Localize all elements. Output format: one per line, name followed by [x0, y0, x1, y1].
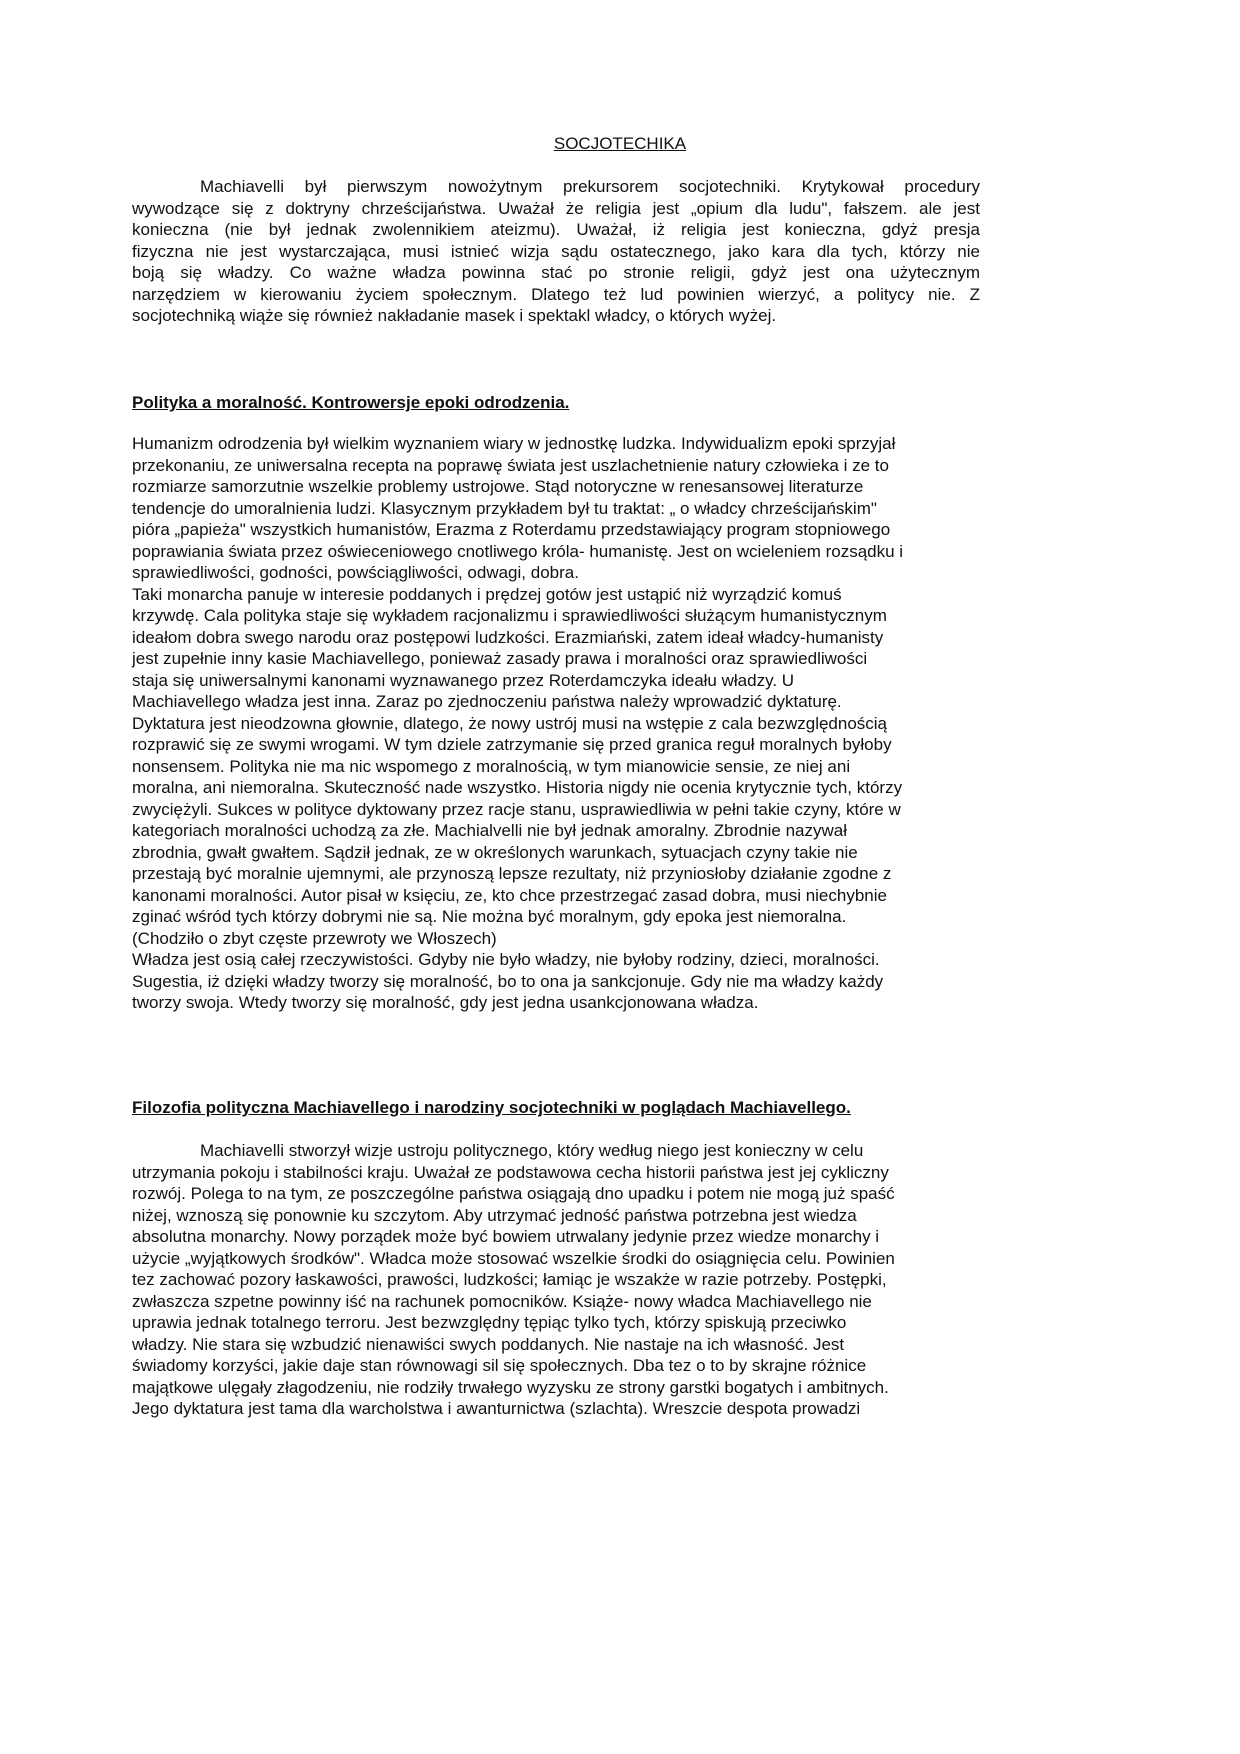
text-line: kanonami moralności. Autor pisał w księciu, ze, kto chce przestrzegać zasad dobra, musi niechybnie — [132, 885, 887, 905]
text-line: konieczna (nie był jednak zwolennikiem ateizmu). Uważał, iż religia jest konieczna, gdyż presja — [132, 220, 980, 239]
text-line: jest zupełnie inny kasie Machiavellego, ponieważ zasady prawa i moralności oraz sprawiedliwości — [132, 649, 868, 668]
text-line: majątkowe ulęgały złagodzeniu, nie rodziły trwałego wyzysku ze strony garstki bogatych i ambitnych. — [132, 1377, 889, 1397]
text-line: narzędziem w kierowaniu życiem społecznym. Dlatego też lud powinien wierzyć, a politycy nie. Z — [132, 284, 980, 304]
text-line: przekonaniu, ze uniwersalna recepta na poprawę świata jest uszlachetnienie natury człowieka i ze to — [132, 455, 889, 475]
text-line: świadomy korzyści, jakie daje stan równowagi sil się społecznych. Dba tez o to by skrajne różnice — [132, 1356, 867, 1375]
text-line: użycie „wyjątkowych środków". Władca może stosować wszelkie środki do osiągnięcia celu. Powinien — [132, 1248, 895, 1268]
text-line: zwłaszcza szpetne powinny iść na rachunek pomocników. Książe- nowy władca Machiavellego nie — [132, 1291, 872, 1311]
text-line: Machiavelli był pierwszym nowożytnym prekursorem socjotechniki. Krytykował procedury — [200, 177, 980, 196]
section-heading-polityka-a-moralnosc: Polityka a moralność. Kontrowersje epoki odrodzenia. — [132, 393, 570, 412]
text-line: Dyktatura jest nieodzowna głownie, dlatego, że nowy ustrój musi na wstępie z cala bezwzględnością — [132, 713, 888, 733]
text-line: ideałom dobra swego narodu oraz postępowi ludzkości. Erazmiański, zatem ideał władcy-humanisty — [132, 627, 884, 647]
text-line: wywodzące się z doktryny chrześcijaństwa. Uważał że religia jest „opium dla ludu", fałszem. ale jest — [132, 198, 980, 218]
paragraph-socjotechnika — [132, 176, 980, 327]
paragraph-filozofia-polityczna — [132, 1140, 980, 1420]
text-line: Machiavellego władza jest inna. Zaraz po zjednoczeniu państwa należy wprowadzić dyktaturę. — [132, 692, 842, 711]
text-line: Władza jest osią całej rzeczywistości. Gdyby nie było władzy, nie byłoby rodziny, dzieci, moralności. — [132, 950, 880, 969]
text-line: utrzymania pokoju i stabilności kraju. Uważał ze podstawowa cecha historii państwa jest jej cykliczny — [132, 1162, 889, 1182]
text-line: staja się uniwersalnymi kanonami wyznawanego przez Roterdamczyka ideału władzy. U — [132, 670, 795, 690]
text-line: boją się władzy. Co ważne władza powinna stać po stronie religii, gdyż jest ona użytecznym — [132, 263, 980, 282]
text-line: tez zachować pozory łaskawości, prawości, ludzkości; łamiąc je wszakże w razie potrzeby. Postępki, — [132, 1270, 887, 1289]
text-line: rozmiarze samorzutnie wszelkie problemy ustrojowe. Stąd notoryczne w renesansowej literaturze — [132, 477, 864, 496]
paragraph-polityka-a-moralnosc — [132, 433, 980, 1014]
text-line: Machiavelli stworzył wizje ustroju politycznego, który według niego jest konieczny w celu — [200, 1141, 864, 1160]
text-line: Jego dyktatura jest tama dla warcholstwa i awanturnictwa (szlachta). Wreszcie despota prowadzi — [132, 1399, 861, 1418]
text-line: moralna, ani niemoralna. Skuteczność nade wszystko. Historia nigdy nie ocenia krytycznie tych, którzy — [132, 778, 903, 797]
text-line: fizyczna nie jest wystarczająca, musi istnieć wizja sądu ostatecznego, jako kara dla tych, którzy nie — [132, 241, 980, 261]
text-line: poprawiania świata przez oświeceniowego cnotliwego króla- humanistę. Jest on wcieleniem rozsądku i — [132, 541, 904, 561]
text-line: tworzy swoja. Wtedy tworzy się moralność, gdy jest jedna usankcjonowana władza. — [132, 993, 759, 1012]
text-line: sprawiedliwości, godności, powściągliwości, odwagi, dobra. — [132, 563, 579, 582]
text-line: krzywdę. Cala polityka staje się wykładem racjonalizmu i sprawiedliwości służącym humanistycznym — [132, 606, 887, 625]
section-heading-filozofia-polityczna: Filozofia polityczna Machiavellego i narodziny socjotechniki w poglądach Machiavellego. — [132, 1098, 851, 1117]
text-line: rozprawić się ze swymi wrogami. W tym dziele zatrzymanie się przed granica reguł moralnych byłoby — [132, 735, 892, 754]
text-line: socjotechniką wiąże się również nakładanie masek i spektakl władcy, o których wyżej. — [132, 306, 777, 325]
text-line: rozwój. Polega to na tym, ze poszczególne państwa osiągają dno upadku i potem nie mogą już spaść — [132, 1184, 895, 1203]
text-line: zwyciężyli. Sukces w polityce dyktowany przez racje stanu, usprawiedliwia w pełni takie czyny, które w — [132, 799, 901, 819]
text-line: Sugestia, iż dzięki władzy tworzy się moralność, bo to ona ja sankcjonuje. Gdy nie ma władzy każdy — [132, 971, 884, 991]
text-line: pióra „papieża" wszystkich humanistów, Erazma z Roterdamu przedstawiający program stopniowego — [132, 520, 891, 539]
text-line: absolutna monarchy. Nowy porządek może być bowiem utrwalany jedynie przez wiedze monarchy i — [132, 1227, 880, 1246]
text-line: nonsensem. Polityka nie ma nic wspomego z moralnością, w tym mianowicie sensie, ze niej ani — [132, 756, 851, 776]
text-line: kategoriach moralności uchodzą za złe. Machialvelli nie był jednak amoralny. Zbrodnie nazywał — [132, 821, 847, 840]
document-title: SOCJOTECHIKA — [553, 134, 687, 153]
text-line: Humanizm odrodzenia był wielkim wyznaniem wiary w jednostkę ludzka. Indywidualizm epoki sprzyjał — [132, 434, 896, 453]
text-line: przestają być moralnie ujemnymi, ale przynoszą lepsze rezultaty, niż przyniosłoby działanie zgodne z — [132, 864, 892, 883]
text-line: władzy. Nie stara się wzbudzić nienawiści swych poddanych. Nie nastaje na ich własność. Jest — [132, 1334, 845, 1354]
text-line: zginać wśród tych którzy dobrymi nie są. Nie można być moralnym, gdy epoka jest niemoralna. — [132, 907, 847, 926]
text-line: (Chodziło o zbyt częste przewroty we Włoszech) — [132, 928, 497, 948]
text-line: zbrodnia, gwałt gwałtem. Sądził jednak, ze w określonych warunkach, sytuacjach czyny takie nie — [132, 842, 858, 862]
text-line: uprawia jednak totalnego terroru. Jest bezwzględny tępiąc tylko tych, którzy spiskują przeciwko — [132, 1313, 847, 1332]
text-line: Taki monarcha panuje w interesie poddanych i prędzej gotów jest ustąpić niż wyrządzić komuś — [132, 584, 842, 604]
text-line: niżej, wznoszą się ponownie ku szczytom. Aby utrzymać jedność państwa potrzebna jest wiedza — [132, 1205, 857, 1225]
text-line: tendencje do umoralnienia ludzi. Klasycznym przykładem był tu traktat: „ o władcy chrześcijańskim" — [132, 498, 877, 518]
